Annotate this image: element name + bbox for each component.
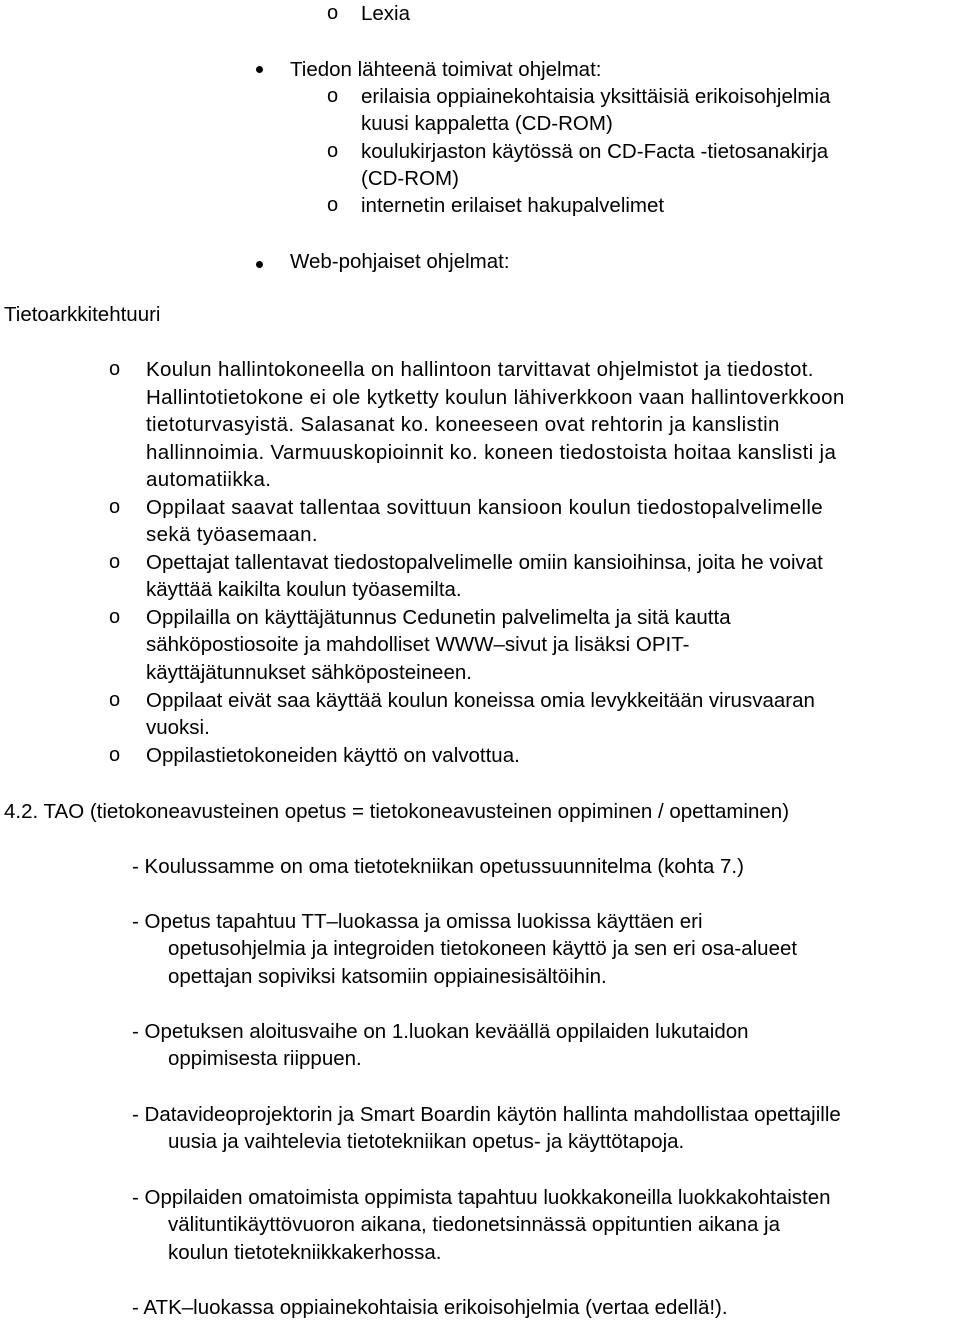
sources-heading: Tiedon lähteenä toimivat ohjelmat: — [290, 58, 602, 81]
list-item: käyttää kaikilta koulun työasemilta. — [146, 578, 462, 601]
list-item: Hallintotietokone ei ole kytketty koulun lähiverkkoon vaan hallintoverkkoon — [146, 386, 845, 409]
section-heading: 4.2. TAO (tietokoneavusteinen opetus = tietokoneavusteinen oppiminen / opettaminen) — [4, 800, 790, 823]
sub-bullet-marker: o — [327, 140, 339, 162]
list-item: internetin erilaiset hakupalvelimet — [361, 194, 665, 217]
list-item: Oppilaat eivät saa käyttää koulun koneissa omia levykkeitään virusvaaran — [146, 689, 815, 712]
dash-item-continuation: opettajan sopiviksi katsomiin oppiainesisältöihin. — [168, 965, 607, 988]
dash-item: - Oppilaiden omatoimista oppimista tapahtuu luokkakoneilla luokkakohtaisten — [132, 1186, 831, 1209]
side-label: Tietoarkkitehtuuri — [4, 303, 161, 326]
bullet-marker — [256, 66, 263, 73]
sub-bullet-marker: o — [109, 606, 121, 628]
sub-bullet-marker: o — [327, 2, 339, 24]
dash-item: - Datavideoprojektorin ja Smart Boardin käytön hallinta mahdollistaa opettajille — [132, 1103, 841, 1126]
dash-item: - Opetus tapahtuu TT–luokassa ja omissa luokissa käyttäen eri — [132, 910, 703, 933]
sub-bullet-marker: o — [109, 689, 121, 711]
dash-item-continuation: koulun tietotekniikkakerhossa. — [168, 1241, 442, 1264]
list-item: sähköpostiosoite ja mahdolliset WWW–sivut ja lisäksi OPIT- — [146, 633, 690, 656]
sub-bullet-marker: o — [109, 358, 121, 380]
dash-item: - ATK–luokassa oppiainekohtaisia erikoisohjelmia (vertaa edellä!). — [132, 1296, 728, 1319]
sub-bullet-marker: o — [327, 194, 339, 216]
list-item: Oppilastietokoneiden käyttö on valvottua. — [146, 744, 520, 767]
list-item: vuoksi. — [146, 716, 210, 739]
list-item: tietoturvasyistä. Salasanat ko. koneeseen ovat rehtorin ja kanslistin — [146, 413, 780, 436]
sub-bullet-marker: o — [109, 744, 121, 766]
list-item: käyttäjätunnukset sähköposteineen. — [146, 661, 472, 684]
dash-item: - Opetuksen aloitusvaihe on 1.luokan keväällä oppilaiden lukutaidon — [132, 1020, 749, 1043]
list-item: kuusi kappaletta (CD-ROM) — [361, 112, 613, 135]
sub-bullet-marker: o — [109, 551, 121, 573]
dash-item-continuation: välituntikäyttövuoron aikana, tiedonetsinnässä oppituntien aikana ja — [168, 1213, 780, 1236]
list-item-lexia: Lexia — [361, 2, 411, 25]
list-item: koulukirjaston käytössä on CD-Facta -tietosanakirja — [361, 140, 829, 163]
sub-bullet-marker: o — [327, 85, 339, 107]
dash-item: - Koulussamme on oma tietotekniikan opetussuunnitelma (kohta 7.) — [132, 855, 744, 878]
list-item: Oppilaat saavat tallentaa sovittuun kansioon koulun tiedostopalvelimelle — [146, 496, 824, 519]
list-item: sekä työasemaan. — [146, 523, 318, 546]
dash-item-continuation: opetusohjelmia ja integroiden tietokoneen käyttö ja sen eri osa-alueet — [168, 937, 798, 960]
dash-item-continuation: oppimisesta riippuen. — [168, 1047, 362, 1070]
dash-item-continuation: uusia ja vaihtelevia tietotekniikan opetus- ja käyttötapoja. — [168, 1130, 685, 1153]
sub-bullet-marker: o — [109, 496, 121, 518]
list-item: hallinnoimia. Varmuuskopioinnit ko. koneen tiedostoista hoitaa kanslisti ja — [146, 441, 837, 464]
list-item: Oppilailla on käyttäjätunnus Cedunetin palvelimelta ja sitä kautta — [146, 606, 731, 629]
web-heading: Web-pohjaiset ohjelmat: — [290, 250, 510, 273]
list-item: (CD-ROM) — [361, 167, 459, 190]
list-item: automatiikka. — [146, 468, 272, 491]
list-item: Koulun hallintokoneella on hallintoon tarvittavat ohjelmistot ja tiedostot. — [146, 358, 814, 381]
list-item: Opettajat tallentavat tiedostopalvelimelle omiin kansioihinsa, joita he voivat — [146, 551, 823, 574]
bullet-marker — [256, 261, 263, 268]
list-item: erilaisia oppiainekohtaisia yksittäisiä erikoisohjelmia — [361, 85, 831, 108]
